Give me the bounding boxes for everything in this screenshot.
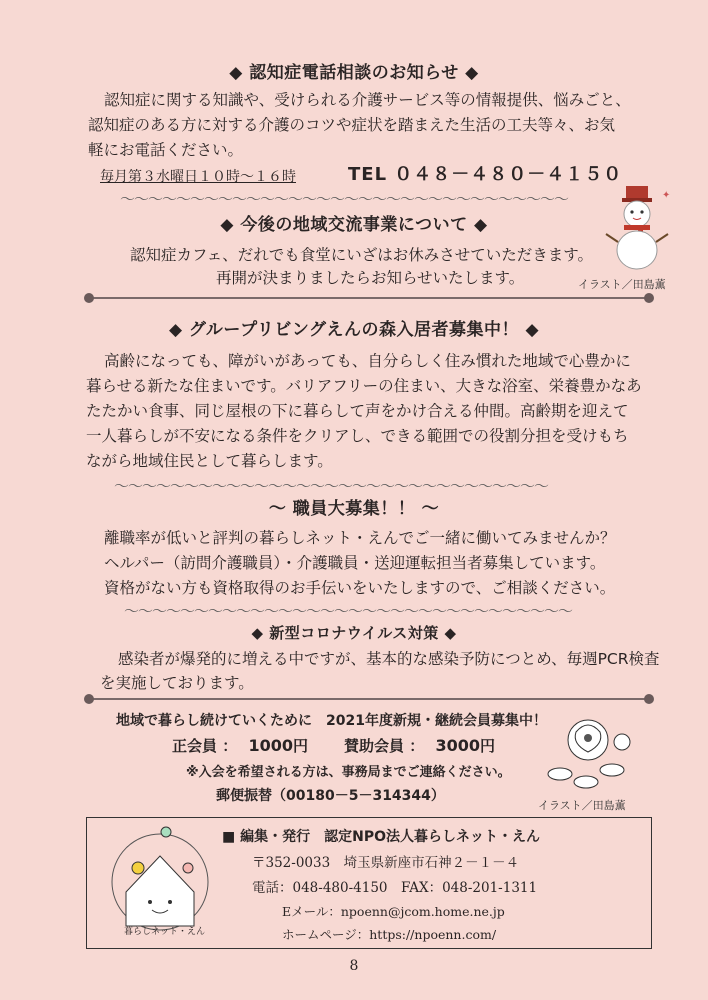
regular-member-amount: 1000	[248, 736, 293, 755]
illustration-credit: イラスト／田島薫	[538, 799, 626, 812]
wave-divider: ～～～～～～～～～～～～～～～～～～～～～～～～～～～～～～～	[114, 477, 549, 495]
section2-line-1: 認知症カフェ、だれでも食堂にいざはお休みさせていただきます。	[130, 246, 593, 264]
supporting-member-amount: 3000	[435, 736, 480, 755]
rule-end-dot	[84, 293, 94, 303]
wave-divider: ～～～～～～～～～～～～～～～～～～～～～～～～～～～～～～～～	[120, 190, 569, 208]
membership-headline: 地域で暮らし続けていくために 2021年度新規・継続会員募集中！	[116, 713, 547, 729]
section1-line-1: 認知症に関する知識や、受けられる介護サービス等の情報提供、悩みごと、	[104, 91, 631, 109]
supporting-member-label: 賛助会員 ：	[344, 737, 425, 755]
rule-end-dot	[644, 694, 654, 704]
section4-line-2: ヘルパー（訪問介護職員）・介護職員・送迎運転担当者募集しています。	[104, 554, 606, 572]
section2-line-2: 再開が決まりましたらお知らせいたします。	[216, 269, 525, 287]
wave-divider: ～～～～～～～～～～～～～～～～～～～～～～～～～～～～～～～～	[124, 602, 573, 620]
publisher-name: ■ 編集・発行 認定NPO法人暮らしネット・えん	[222, 829, 540, 845]
publisher-email: Eメール：npoenn@jcom.home.ne.jp	[282, 904, 505, 919]
rule-end-dot	[644, 293, 654, 303]
regular-member-unit: 円	[293, 737, 309, 755]
camellia-illustration	[542, 712, 634, 794]
section3-line-1: 高齢になっても、障がいがあっても、自分らしく住み慣れた地域で心豊かに	[104, 352, 631, 370]
section3-line-3: たたかい食事、同じ屋根の下に暮らして声をかけ合える仲間。高齢期を迎えて	[86, 402, 629, 420]
section1-title: ◆ 認知症電話相談のお知らせ ◆	[229, 63, 479, 83]
section5-title: ◆ 新型コロナウイルス対策 ◆	[251, 624, 457, 642]
section3-line-5: ながら地域住民として暮らします。	[86, 452, 333, 470]
section2-title: ◆ 今後の地域交流事業について ◆	[220, 215, 488, 235]
snowman-illustration	[604, 184, 674, 276]
section4-line-1: 離職率が低いと評判の暮らしネット・えんでご一緒に働いてみませんか？	[104, 529, 616, 547]
regular-member-label: 正会員 ：	[172, 737, 238, 755]
section3-line-4: 一人暮らしが不安になる条件をクリアし、できる範囲での役割分担を受けもち	[86, 427, 629, 445]
svg-text:✦: ✦	[662, 190, 671, 201]
publisher-homepage: ホームページ：https://npoenn.com/	[282, 927, 497, 942]
regular-member-fee	[172, 735, 308, 756]
section5-line-2: を実施しております。	[100, 674, 254, 692]
page-number: 8	[349, 958, 359, 974]
publisher-address: 〒352-0033 埼玉県新座市石神２－１－４	[252, 855, 520, 871]
schedule-text: 毎月第３水曜日１０時～１６時	[100, 169, 296, 185]
section5-line-1: 感染者が爆発的に増える中ですが、基本的な感染予防につとめ、毎週PCR検査	[118, 650, 660, 668]
tel-text: TEL ０４８－４８０－４１５０	[348, 164, 623, 185]
section4-title: ～ 職員大募集！！ ～	[268, 499, 440, 519]
logo-text: 暮らしネット・えん	[124, 927, 206, 937]
divider-rule	[88, 698, 650, 700]
section1-line-3: 軽にお電話ください。	[88, 141, 244, 159]
section3-line-2: 暮らせる新たな住まいです。バリアフリーの住まい、大きな浴室、栄養豊かなあ	[86, 377, 642, 395]
section4-line-3: 資格がない方も資格取得のお手伝いをいたしますので、ご相談ください。	[104, 579, 616, 597]
publisher-phone: 電話：048-480-4150 FAX：048-201-1311	[252, 880, 538, 896]
postal-transfer: 郵便振替（00180－5－314344）	[216, 788, 445, 804]
section3-title: ◆ グループリビングえんの森入居者募集中！ ◆	[168, 320, 540, 340]
divider-rule	[88, 297, 650, 299]
section1-line-2: 認知症のある方に対する介護のコツや症状を踏まえた生活の工夫等々、お気	[88, 116, 616, 134]
supporting-member-fee	[344, 735, 495, 756]
illustration-credit: イラスト／田島薫	[578, 278, 666, 291]
supporting-member-unit: 円	[480, 737, 496, 755]
membership-note: ※入会を希望される方は、事務局までご連絡ください。	[186, 765, 511, 780]
rule-end-dot	[84, 694, 94, 704]
